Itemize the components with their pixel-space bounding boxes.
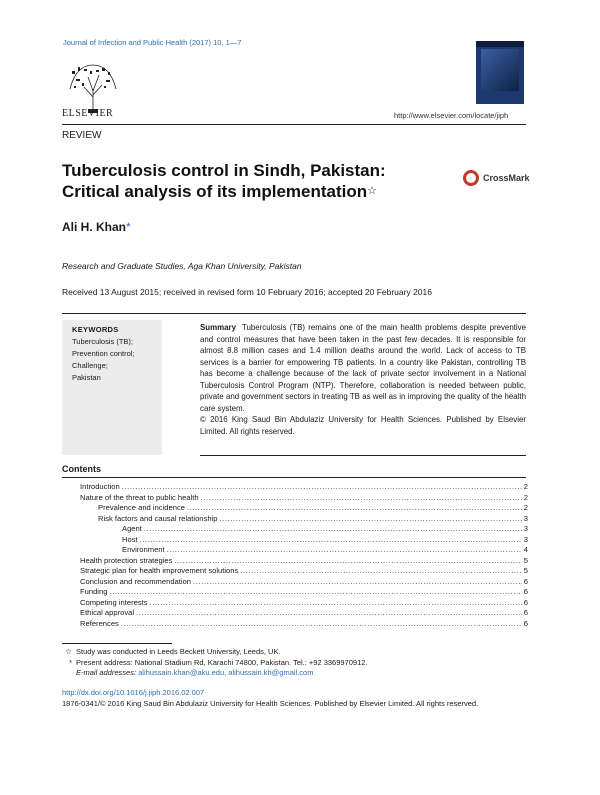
email-links[interactable]: alihussain.khan@aku.edu, alihussain.kh@gmail.com [138, 668, 314, 677]
abstract-copyright: © 2016 King Saud Bin Abdulaziz University for Health Sciences. Published by Elsevier Limited. All rights reserved. [200, 415, 526, 436]
contents-divider [62, 477, 526, 478]
keyword-item: Pakistan [72, 373, 101, 382]
toc-item[interactable]: Agent ..... 3 [80, 524, 528, 535]
toc-item[interactable]: Prevalence and incidence ..... 2 [80, 503, 528, 514]
footnote-present-address: * Present address: National Stadium Rd, Karachi 74800, Pakistan. Tel.: +92 3369970912. [69, 657, 368, 667]
doi-link[interactable]: http://dx.doi.org/10.1016/j.jiph.2016.02.007 [62, 688, 205, 697]
article-type: REVIEW [62, 130, 102, 141]
abstract [200, 322, 526, 437]
toc-item[interactable]: Ethical approval ..... 6 [80, 608, 528, 619]
issn-copyright-line: 1876-0341/© 2016 King Saud Bin Abdulaziz University for Health Sciences. Published by Elsevier Limited. All rights reserved. [62, 699, 479, 708]
title-footnote-mark[interactable]: ☆ [367, 185, 378, 197]
toc-item[interactable]: Competing interests ..... 6 [80, 598, 528, 609]
toc-item[interactable]: Risk factors and causal relationship ..... 3 [80, 514, 528, 525]
abstract-label: Summary [200, 323, 236, 332]
footnote-study: ☆ Study was conducted in Leeds Beckett University, Leeds, UK. [65, 647, 281, 656]
toc-item[interactable]: References ..... 6 [80, 619, 528, 630]
crossmark-badge[interactable] [463, 170, 533, 190]
keyword-item: Tuberculosis (TB); [72, 337, 133, 346]
toc-item[interactable]: Environment ..... 4 [80, 545, 528, 556]
title-line-1: Tuberculosis control in Sindh, Pakistan: [62, 161, 386, 180]
toc-item[interactable]: Strategic plan for health improvement solutions ..... 5 [80, 566, 528, 577]
toc-item[interactable]: Introduction ..... 2 [80, 482, 528, 493]
contents-title: Contents [62, 464, 101, 474]
article-title [62, 160, 442, 202]
keyword-item: Challenge; [72, 361, 108, 370]
keywords-list [72, 336, 135, 384]
footnote-divider [62, 643, 172, 644]
toc-item[interactable]: Conclusion and recommendation ..... 6 [80, 577, 528, 588]
article-dates: Received 13 August 2015; received in revised form 10 February 2016; accepted 20 February 2016 [62, 287, 432, 297]
journal-cover-thumbnail[interactable] [476, 41, 524, 104]
keywords-title: KEYWORDS [72, 325, 119, 334]
publisher-name: ELSEVIER [62, 108, 114, 119]
abstract-top-divider [62, 313, 526, 314]
abstract-bottom-divider [200, 455, 526, 456]
toc-item[interactable]: Funding ..... 6 [80, 587, 528, 598]
author-affiliation: Research and Graduate Studies, Aga Khan University, Pakistan [62, 261, 302, 271]
crossmark-icon [463, 170, 479, 186]
table-of-contents [80, 482, 528, 629]
keyword-item: Prevention control; [72, 349, 135, 358]
header-divider [62, 124, 526, 125]
author-footnote-mark[interactable]: * [126, 220, 131, 234]
crossmark-label: CrossMark [483, 173, 530, 183]
author-line [62, 220, 131, 234]
journal-url-link[interactable]: http://www.elsevier.com/locate/jiph [394, 111, 509, 120]
journal-reference[interactable]: Journal of Infection and Public Health (2017) 10, 1—7 [63, 38, 242, 47]
footnotes [62, 647, 368, 679]
toc-item[interactable]: Health protection strategies ..... 5 [80, 556, 528, 567]
abstract-text: Tuberculosis (TB) remains one of the main health problems despite preventive and control measures that have been taken in the past few decades. It is responsible for almost 8.8 million cases and 1.4 million deaths around the world. Lack of access to TB services is a barrier for empowering TB patients. In a country like Pakistan, controlling TB has become a challenge because of the lack of private sector involvement in a National Tuberculosis Control Program (NTP). Therefore, collaboration is needed between public, private and government sectors in treating TB as well as in improving the quality of the health care system. [200, 323, 526, 413]
toc-item[interactable]: Nature of the threat to public health ..... 2 [80, 493, 528, 504]
footnote-email: E-mail addresses: alihussain.khan@aku.edu, alihussain.kh@gmail.com [76, 668, 314, 677]
title-line-2: Critical analysis of its implementation☆ [62, 182, 378, 201]
author-name: Ali H. Khan [62, 220, 127, 234]
toc-item[interactable]: Host ..... 3 [80, 535, 528, 546]
